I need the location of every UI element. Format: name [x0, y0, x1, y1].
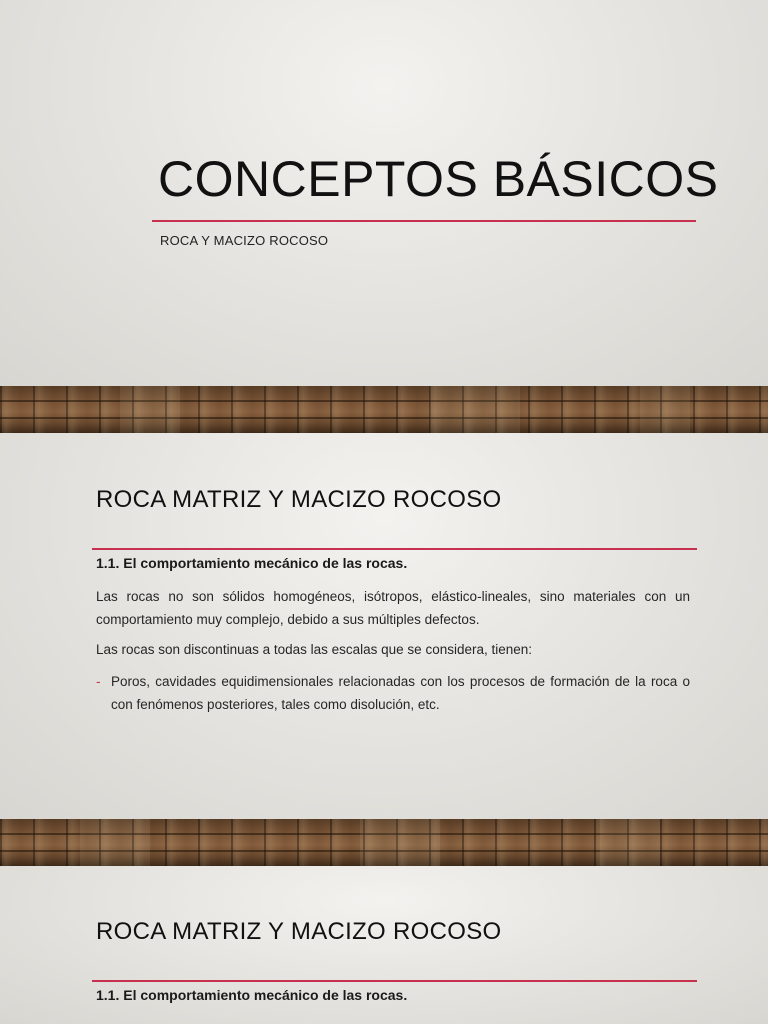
wood-floor-divider-1	[0, 386, 768, 433]
slide-3-heading: ROCA MATRIZ Y MACIZO ROCOSO	[96, 918, 502, 945]
slide-2-subheading: 1.1. El comportamiento mecánico de las rocas.	[96, 555, 408, 571]
slide-3	[0, 866, 768, 1024]
slide-1-title-rule	[152, 220, 696, 222]
slide-3-heading-rule	[92, 980, 697, 982]
slide-2-heading: ROCA MATRIZ Y MACIZO ROCOSO	[96, 486, 502, 513]
bullet-dash-marker: -	[96, 674, 101, 689]
slide-2-bullet-item	[96, 670, 690, 716]
floor-highlight	[600, 819, 660, 866]
floor-highlight	[360, 819, 440, 866]
floor-highlight	[80, 819, 150, 866]
slide-3-subheading: 1.1. El comportamiento mecánico de las rocas.	[96, 987, 408, 1003]
slide-2-bullet-text: Poros, cavidades equidimensionales relacionadas con los procesos de formación de la roca o con fenómenos posteriores, tales como disolución, etc.	[111, 674, 690, 712]
slide-2-paragraph-1: Las rocas no son sólidos homogéneos, isótropos, elástico-lineales, sino materiales con un comportamiento muy complejo, debido a sus múltiples defectos.	[96, 589, 690, 627]
slide-1-subtitle: ROCA Y MACIZO ROCOSO	[160, 233, 329, 248]
floor-highlight	[120, 386, 180, 433]
slide-2-paragraph-2: Las rocas son discontinuas a todas las escalas que se considera, tienen:	[96, 642, 533, 657]
wood-floor-divider-2	[0, 819, 768, 866]
slide-1	[0, 0, 768, 386]
floor-highlight	[640, 386, 690, 433]
slide-2-heading-rule	[92, 548, 697, 550]
slide-1-title: CONCEPTOS BÁSICOS	[158, 151, 719, 207]
slide-2	[0, 433, 768, 819]
floor-highlight	[430, 386, 520, 433]
